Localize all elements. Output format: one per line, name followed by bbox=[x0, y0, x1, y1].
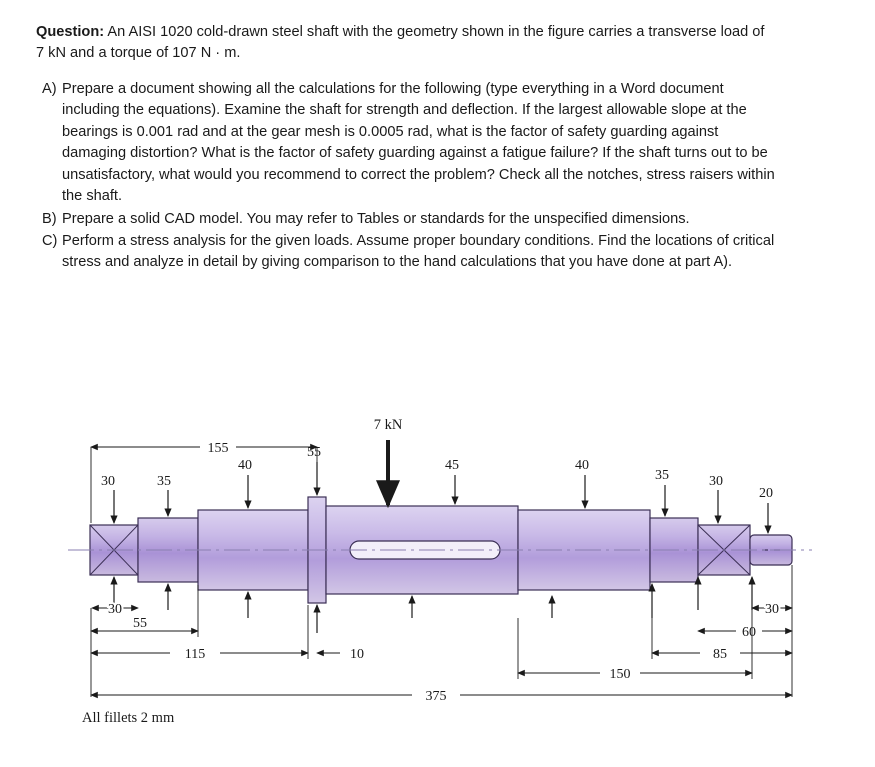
dimension-label-60: 60 bbox=[742, 625, 756, 640]
task-list bbox=[36, 79, 776, 274]
diameter-label-55: 55 bbox=[307, 445, 321, 460]
list-item-text: Prepare a document showing all the calculations for the following (type everything in a Word document including the equations). Examine the shaft for strength and deflection. If the largest allowable slope at the bearings is 0.001 rad and at the gear mesh is 0.0005 rad, what is the factor of safety guarding against damaging distortion? What is the factor of safety guarding against a fatigue failure? If the shaft turns out to be unsatisfactory, what would you recommend to correct the problem? Check all the notches, stress raisers within the shaft. bbox=[62, 80, 775, 205]
dimension-label-10: 10 bbox=[350, 647, 364, 662]
list-item-text: Prepare a solid CAD model. You may refer to Tables or standards for the unspecified dimensions. bbox=[62, 210, 690, 227]
dimension-label-55: 55 bbox=[133, 616, 147, 631]
dimension-label-155: 155 bbox=[207, 441, 229, 456]
fillet-note: All fillets 2 mm bbox=[82, 710, 175, 726]
list-item bbox=[36, 231, 776, 274]
question-paragraph bbox=[36, 22, 776, 65]
diameter-label-35-right: 35 bbox=[655, 468, 669, 483]
diameter-label-40-right: 40 bbox=[575, 458, 589, 473]
dimension-label-30-right: 30 bbox=[765, 602, 779, 617]
diameter-label-35-left: 35 bbox=[157, 474, 171, 489]
list-item bbox=[36, 79, 776, 208]
dimension-115 bbox=[91, 605, 308, 662]
question-text: An AISI 1020 cold-drawn steel shaft with the geometry shown in the figure carries a transverse load of 7 kN and a torque of 107 N · m. bbox=[36, 24, 765, 62]
dimension-label-115: 115 bbox=[184, 647, 206, 662]
load-arrow-7kn bbox=[374, 417, 403, 505]
dimension-375 bbox=[91, 689, 792, 704]
question-label: Question: bbox=[36, 24, 105, 40]
dimension-30-left bbox=[92, 602, 138, 617]
diameter-label-40-left: 40 bbox=[238, 458, 252, 473]
diameter-label-45: 45 bbox=[445, 458, 459, 473]
load-label: 7 kN bbox=[373, 417, 403, 433]
dimension-label-85: 85 bbox=[713, 647, 727, 662]
question-block bbox=[36, 22, 776, 275]
list-item-marker: B) bbox=[42, 210, 57, 227]
diameter-label-20: 20 bbox=[759, 486, 773, 501]
diameter-label-30-right: 30 bbox=[709, 474, 723, 489]
list-item-marker: C) bbox=[42, 232, 58, 249]
dimension-10 bbox=[317, 647, 364, 662]
diameter-label-30-left: 30 bbox=[101, 474, 115, 489]
dimension-label-150: 150 bbox=[609, 667, 631, 682]
dimension-30-right bbox=[752, 602, 792, 617]
dimension-label-375: 375 bbox=[425, 689, 447, 704]
list-item-marker: A) bbox=[42, 80, 57, 97]
dimension-150 bbox=[518, 608, 752, 682]
dimension-label-30-left: 30 bbox=[108, 602, 122, 617]
shaft-geometry bbox=[68, 497, 812, 603]
dimension-60 bbox=[698, 625, 792, 640]
shaft-figure bbox=[40, 405, 840, 745]
list-item bbox=[36, 209, 776, 230]
list-item-text: Perform a stress analysis for the given loads. Assume proper boundary conditions. Find the locations of critical stress and analyze in detail by giving comparison to the hand calculations that you have done at part A). bbox=[62, 232, 775, 271]
